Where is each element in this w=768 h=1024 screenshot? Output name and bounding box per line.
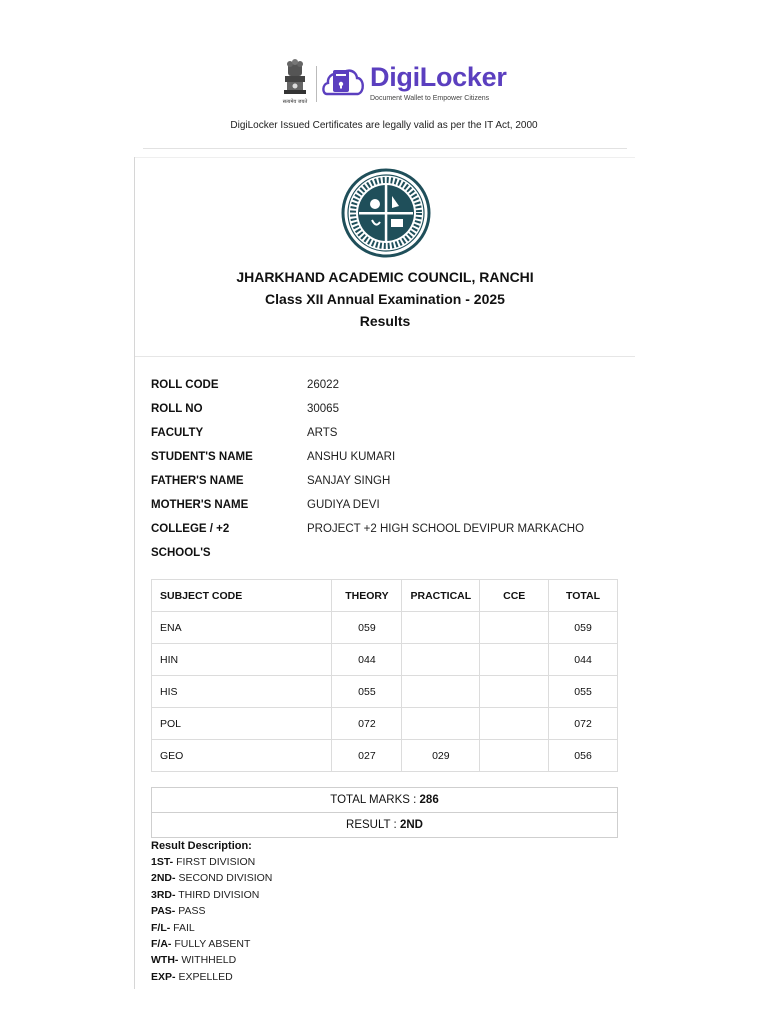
info-label: MOTHER'S NAME bbox=[151, 499, 249, 511]
table-row bbox=[152, 676, 618, 708]
info-value: SANJAY SINGH bbox=[307, 475, 391, 487]
cell-theory: 059 bbox=[332, 612, 402, 644]
cell-cce bbox=[480, 644, 549, 676]
marks-summary bbox=[151, 787, 618, 838]
description-item bbox=[151, 969, 621, 985]
cell-cce bbox=[480, 676, 549, 708]
cell-cce bbox=[480, 612, 549, 644]
cell-total: 072 bbox=[549, 708, 618, 740]
table-row bbox=[152, 740, 618, 772]
description-code: WTH- bbox=[151, 954, 179, 967]
description-text: FIRST DIVISION bbox=[176, 856, 256, 868]
info-label: FACULTY bbox=[151, 427, 204, 439]
cell-total: 056 bbox=[549, 740, 618, 772]
description-text: FAIL bbox=[173, 921, 195, 934]
cell-practical bbox=[402, 612, 480, 644]
cell-subject-code: HIS bbox=[152, 676, 332, 708]
result-row bbox=[152, 812, 617, 837]
cell-cce bbox=[480, 740, 549, 772]
cell-theory: 055 bbox=[332, 676, 402, 708]
info-row-student-name bbox=[151, 445, 621, 469]
description-text: EXPELLED bbox=[178, 970, 233, 983]
cell-cce bbox=[480, 708, 549, 740]
info-row-father-name bbox=[151, 469, 621, 493]
digilocker-cloud-icon bbox=[321, 62, 365, 102]
description-code: PAS- bbox=[151, 905, 176, 918]
info-value bbox=[307, 541, 621, 565]
info-value: 26022 bbox=[307, 379, 339, 391]
info-value: 30065 bbox=[307, 403, 339, 415]
table-header-row bbox=[152, 580, 618, 612]
info-label: SCHOOL'S bbox=[151, 547, 211, 559]
header-divider bbox=[316, 66, 317, 102]
brand-name: DigiLocker bbox=[370, 62, 507, 92]
description-code: EXP- bbox=[151, 970, 176, 983]
description-item bbox=[151, 854, 621, 870]
result-description-title: Result Description: bbox=[151, 840, 252, 852]
col-header-practical: PRACTICAL bbox=[402, 580, 480, 612]
info-row-faculty bbox=[151, 421, 621, 445]
total-marks-value: 286 bbox=[419, 794, 439, 806]
info-label: ROLL NO bbox=[151, 403, 203, 415]
cell-subject-code: HIN bbox=[152, 644, 332, 676]
brand-tagline: Document Wallet to Empower Citizens bbox=[370, 95, 490, 102]
description-text: SECOND DIVISION bbox=[178, 872, 273, 885]
info-row-school bbox=[151, 541, 621, 565]
result-description bbox=[151, 838, 621, 985]
result-value: 2ND bbox=[399, 819, 423, 831]
info-value: GUDIYA DEVI bbox=[307, 499, 380, 511]
cell-theory: 044 bbox=[332, 644, 402, 676]
col-header-cce: CCE bbox=[480, 580, 549, 612]
table-row bbox=[152, 644, 618, 676]
cell-subject-code: POL bbox=[152, 708, 332, 740]
cell-total: 059 bbox=[549, 612, 618, 644]
col-header-theory: THEORY bbox=[332, 580, 402, 612]
cell-theory: 072 bbox=[332, 708, 402, 740]
table-row bbox=[152, 612, 618, 644]
header-rule bbox=[143, 148, 627, 149]
description-item bbox=[151, 936, 621, 952]
validity-note: DigiLocker Issued Certificates are legally valid as per the IT Act, 2000 bbox=[230, 120, 538, 131]
description-code: F/L- bbox=[151, 921, 171, 934]
description-item bbox=[151, 952, 621, 968]
cell-total: 055 bbox=[549, 676, 618, 708]
total-marks-row bbox=[152, 788, 617, 812]
council-name: JHARKHAND ACADEMIC COUNCIL, RANCHI bbox=[236, 269, 534, 285]
jac-seal-icon bbox=[341, 168, 431, 258]
cell-theory: 027 bbox=[332, 740, 402, 772]
description-code: 1ST- bbox=[151, 856, 174, 868]
description-text: FULLY ABSENT bbox=[174, 938, 251, 951]
info-value: ARTS bbox=[307, 427, 338, 439]
table-row bbox=[152, 708, 618, 740]
description-code: 3RD- bbox=[151, 888, 176, 901]
info-row-college bbox=[151, 517, 621, 541]
description-text: THIRD DIVISION bbox=[178, 888, 260, 901]
info-value: ANSHU KUMARI bbox=[307, 451, 396, 463]
national-emblem-icon bbox=[278, 58, 312, 106]
col-header-total: TOTAL bbox=[549, 580, 618, 612]
col-header-subject-code: SUBJECT CODE bbox=[152, 580, 332, 612]
info-label: COLLEGE / +2 bbox=[151, 523, 230, 535]
cell-practical bbox=[402, 644, 480, 676]
cell-practical: 029 bbox=[402, 740, 480, 772]
cell-practical bbox=[402, 676, 480, 708]
info-row-roll-code bbox=[151, 373, 621, 397]
description-text: WITHHELD bbox=[181, 954, 237, 967]
marks-table bbox=[151, 579, 618, 772]
description-item bbox=[151, 870, 621, 886]
exam-title: Class XII Annual Examination - 2025 bbox=[265, 291, 505, 307]
info-label: STUDENT'S NAME bbox=[151, 451, 253, 463]
info-label: FATHER'S NAME bbox=[151, 475, 244, 487]
info-label: ROLL CODE bbox=[151, 379, 219, 391]
total-marks-label: TOTAL MARKS : bbox=[330, 794, 417, 806]
result-card bbox=[134, 157, 635, 989]
cell-subject-code: GEO bbox=[152, 740, 332, 772]
info-value: PROJECT +2 HIGH SCHOOL DEVIPUR MARKACHO bbox=[307, 523, 585, 535]
info-row-roll-no bbox=[151, 397, 621, 421]
description-text: PASS bbox=[178, 905, 206, 918]
cell-subject-code: ENA bbox=[152, 612, 332, 644]
info-row-mother-name bbox=[151, 493, 621, 517]
card-header bbox=[135, 157, 635, 357]
description-item bbox=[151, 920, 621, 936]
description-item bbox=[151, 903, 621, 919]
digilocker-header bbox=[0, 58, 768, 108]
result-label: RESULT : bbox=[346, 819, 397, 831]
results-title: Results bbox=[359, 313, 411, 329]
student-info bbox=[151, 373, 621, 565]
emblem-caption: सत्यमेव जयते bbox=[282, 99, 308, 105]
description-code: 2ND- bbox=[151, 872, 176, 885]
description-item bbox=[151, 887, 621, 903]
cell-total: 044 bbox=[549, 644, 618, 676]
cell-practical bbox=[402, 708, 480, 740]
description-code: F/A- bbox=[151, 938, 172, 951]
